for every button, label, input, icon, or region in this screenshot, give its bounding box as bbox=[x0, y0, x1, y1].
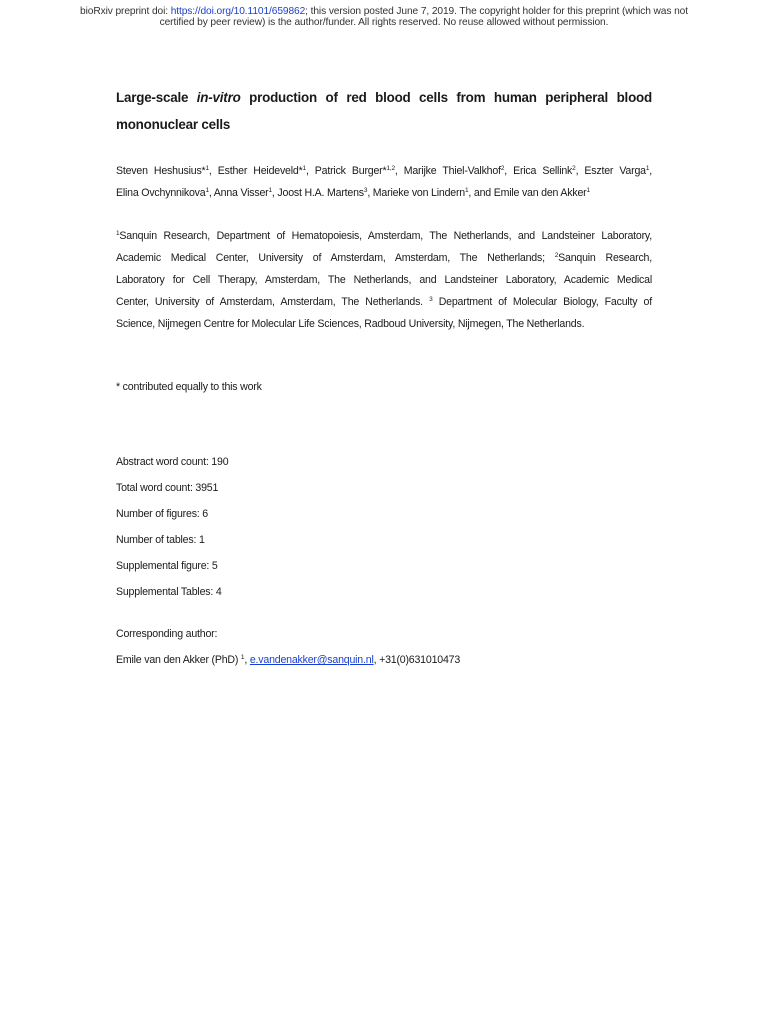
number-of-figures: Number of figures: 6 bbox=[116, 508, 208, 520]
author-affiliation-mark: 1 bbox=[645, 165, 650, 172]
author-line-1 bbox=[116, 160, 652, 182]
doi-link[interactable]: https://doi.org/10.1101/659862 bbox=[170, 6, 306, 17]
preprint-line1-rest: ; this version posted June 7, 2019. The copyright holder for this preprint (which was not bbox=[305, 6, 688, 17]
author-affiliation-mark: 1 bbox=[302, 165, 306, 172]
title-italic: in-vitro bbox=[196, 90, 241, 105]
author-name: , Eszter Varga bbox=[575, 165, 646, 177]
author-name: , Marieke von Lindern bbox=[367, 187, 465, 199]
corresponding-author bbox=[116, 627, 652, 667]
author-name: , Joost H.A. Martens bbox=[271, 187, 364, 199]
affiliations bbox=[116, 225, 652, 335]
author-affiliation-mark: 1 bbox=[205, 165, 209, 172]
author-name: , and Emile van den Akker bbox=[468, 187, 587, 199]
title-line-2: mononuclear cells bbox=[116, 117, 231, 132]
preprint-prefix: bioRxiv preprint doi: bbox=[80, 6, 171, 17]
equal-contribution-note: * contributed equally to this work bbox=[116, 381, 262, 393]
supplemental-figure-count: Supplemental figure: 5 bbox=[116, 560, 218, 572]
author-affiliation-mark: 1 bbox=[268, 187, 272, 194]
affiliation-mark: 1 bbox=[240, 654, 245, 661]
author-affiliation-mark: 2 bbox=[572, 165, 576, 172]
author-affiliation-mark: 1,2 bbox=[386, 165, 395, 172]
affiliation-text: Academic Medical Center, University of Amsterdam, Amsterdam, The Netherlands; bbox=[116, 252, 555, 264]
author-name: , Erica Sellink bbox=[504, 165, 573, 177]
author-name: , Anna Visser bbox=[208, 187, 269, 199]
author-name: Steven Heshusius* bbox=[116, 165, 206, 177]
preprint-notice-line2: certified by peer review) is the author/funder. All rights reserved. No reuse allowed without permission. bbox=[159, 17, 609, 28]
author-name: Elina Ovchynnikova bbox=[116, 187, 206, 199]
author-affiliation-mark: 3 bbox=[363, 187, 368, 194]
preprint-notice bbox=[60, 6, 708, 28]
author-name: , Esther Heideveld* bbox=[208, 165, 303, 177]
author-affiliation-mark: 1 bbox=[464, 187, 469, 194]
affiliation-text: Center, University of Amsterdam, Amsterdam, The Netherlands. bbox=[116, 296, 430, 308]
separator: , bbox=[244, 654, 250, 666]
email-link[interactable]: e.vandenakker@sanquin.nl bbox=[249, 654, 374, 666]
affiliation-line-2 bbox=[116, 247, 652, 269]
title-line-1 bbox=[116, 84, 652, 111]
affiliation-line-1 bbox=[116, 225, 652, 247]
affiliation-line-4 bbox=[116, 291, 652, 313]
paper-title bbox=[116, 84, 652, 138]
affiliation-line-5: Science, Nijmegen Centre for Molecular Life Sciences, Radboud University, Nijmegen, The Netherlands. bbox=[116, 318, 585, 330]
corresponding-author-details bbox=[116, 653, 652, 667]
author-name: , Marijke Thiel-Valkhof bbox=[394, 165, 501, 177]
author-list bbox=[116, 160, 652, 204]
title-page-content bbox=[116, 84, 652, 667]
author-affiliation-mark: 2 bbox=[500, 165, 505, 172]
author-affiliation-mark: 1 bbox=[205, 187, 209, 194]
abstract-word-count: Abstract word count: 190 bbox=[116, 456, 229, 468]
affiliation-text: Department of Molecular Biology, Faculty of bbox=[432, 296, 652, 308]
affiliation-text: Sanquin Research, Department of Hematopoiesis, Amsterdam, The Netherlands, and Landsteiner Laboratory, bbox=[119, 230, 652, 242]
corresponding-author-name: Emile van den Akker (PhD) bbox=[116, 654, 241, 666]
corresponding-author-label: Corresponding author: bbox=[116, 628, 218, 640]
preprint-notice-line1 bbox=[60, 6, 708, 17]
affiliation-mark: 2 bbox=[554, 252, 559, 259]
affiliation-mark: 3 bbox=[429, 296, 433, 303]
affiliation-mark: 1 bbox=[116, 230, 120, 237]
total-word-count: Total word count: 3951 bbox=[116, 482, 219, 494]
supplemental-tables-count: Supplemental Tables: 4 bbox=[116, 586, 222, 598]
title-part-1: Large-scale bbox=[116, 90, 197, 105]
author-name: , Patrick Burger* bbox=[305, 165, 387, 177]
title-part-2: production of red blood cells from human peripheral blood bbox=[240, 90, 653, 105]
number-of-tables: Number of tables: 1 bbox=[116, 534, 205, 546]
author-affiliation-mark: 1 bbox=[586, 187, 590, 194]
author-separator: , bbox=[649, 165, 652, 177]
manuscript-stats bbox=[116, 455, 652, 611]
affiliation-text: Sanquin Research, bbox=[558, 252, 652, 264]
phone-number: , +31(0)631010473 bbox=[373, 654, 461, 666]
author-line-2 bbox=[116, 187, 590, 199]
affiliation-line-3: Laboratory for Cell Therapy, Amsterdam, The Netherlands, and Landsteiner Laboratory, Academic Medical bbox=[116, 274, 652, 286]
